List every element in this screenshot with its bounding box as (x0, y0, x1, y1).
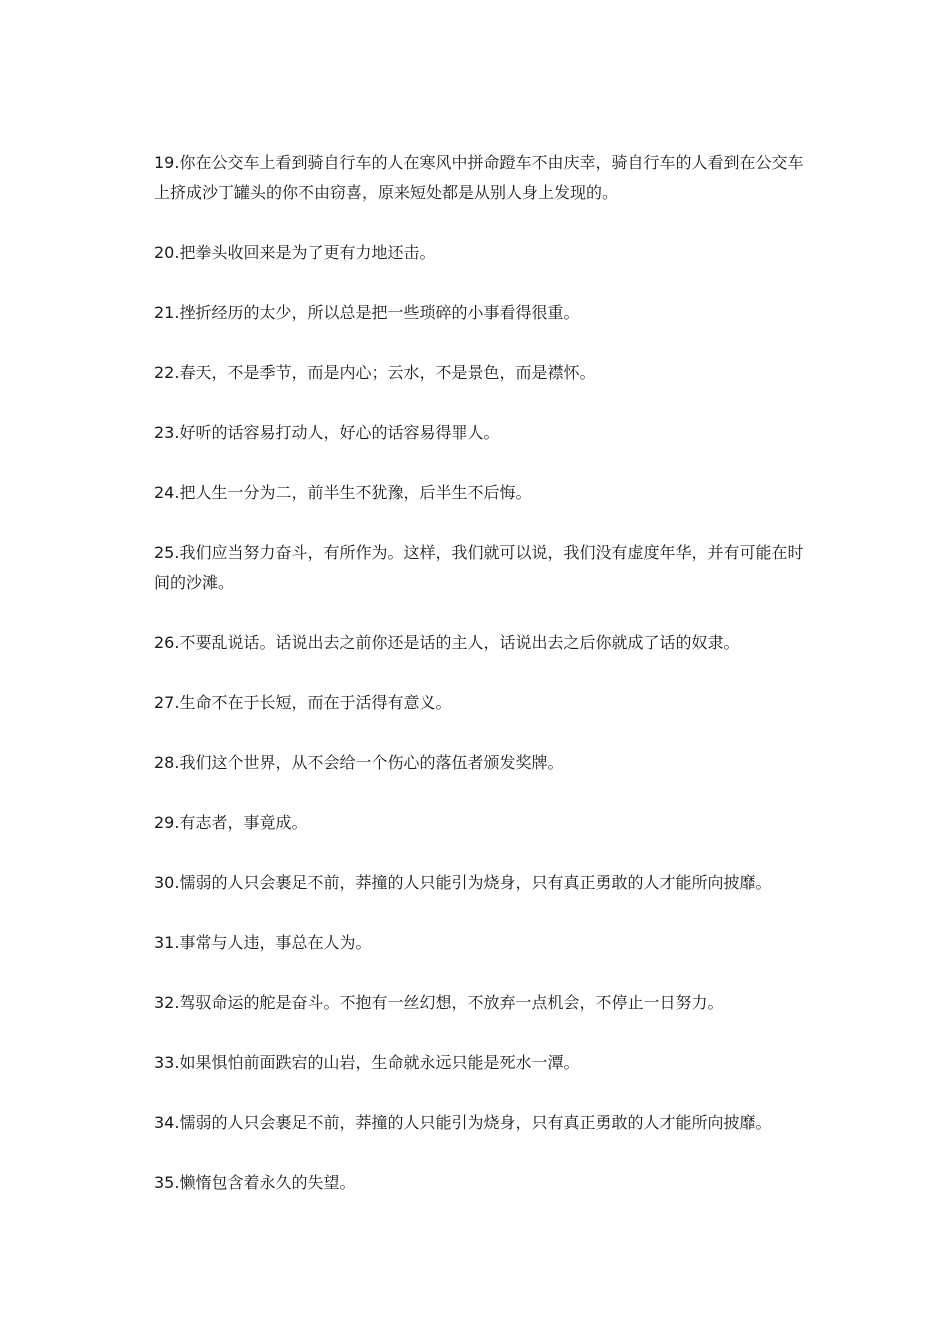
quote-item-26: 26.不要乱说话。话说出去之前你还是话的主人，话说出去之后你就成了话的奴隶。 (154, 633, 740, 652)
quote-item-19: 19.你在公交车上看到骑自行车的人在寒风中拼命蹬车不由庆幸，骑自行车的人看到在公交车上挤成沙丁罐头的你不由窃喜，原来短处都是从别人身上发现的。 (154, 153, 804, 202)
quote-item-27: 27.生命不在于长短，而在于活得有意义。 (154, 693, 452, 712)
quote-list (154, 148, 804, 1228)
quote-item-33: 33.如果惧怕前面跌宕的山岩，生命就永远只能是死水一潭。 (154, 1053, 580, 1072)
quote-item-25: 25.我们应当努力奋斗，有所作为。这样，我们就可以说，我们没有虚度年华，并有可能在时间的沙滩。 (154, 543, 804, 592)
quote-item-30: 30.懦弱的人只会裹足不前，莽撞的人只能引为烧身，只有真正勇敢的人才能所向披靡。 (154, 873, 772, 892)
quote-item-29: 29.有志者，事竟成。 (154, 813, 308, 832)
quote-item-23: 23.好听的话容易打动人，好心的话容易得罪人。 (154, 423, 500, 442)
quote-item-22: 22.春天，不是季节，而是内心；云水，不是景色，而是襟怀。 (154, 363, 596, 382)
quote-item-35: 35.懒惰包含着永久的失望。 (154, 1173, 356, 1192)
quote-item-34: 34.懦弱的人只会裹足不前，莽撞的人只能引为烧身，只有真正勇敢的人才能所向披靡。 (154, 1113, 772, 1132)
quote-item-31: 31.事常与人违，事总在人为。 (154, 933, 372, 952)
quote-item-28: 28.我们这个世界，从不会给一个伤心的落伍者颁发奖牌。 (154, 753, 564, 772)
quote-item-24: 24.把人生一分为二，前半生不犹豫，后半生不后悔。 (154, 483, 532, 502)
quote-item-21: 21.挫折经历的太少，所以总是把一些琐碎的小事看得很重。 (154, 303, 580, 322)
quote-item-20: 20.把拳头收回来是为了更有力地还击。 (154, 243, 436, 262)
quote-item-32: 32.驾驭命运的舵是奋斗。不抱有一丝幻想，不放弃一点机会，不停止一日努力。 (154, 993, 724, 1012)
